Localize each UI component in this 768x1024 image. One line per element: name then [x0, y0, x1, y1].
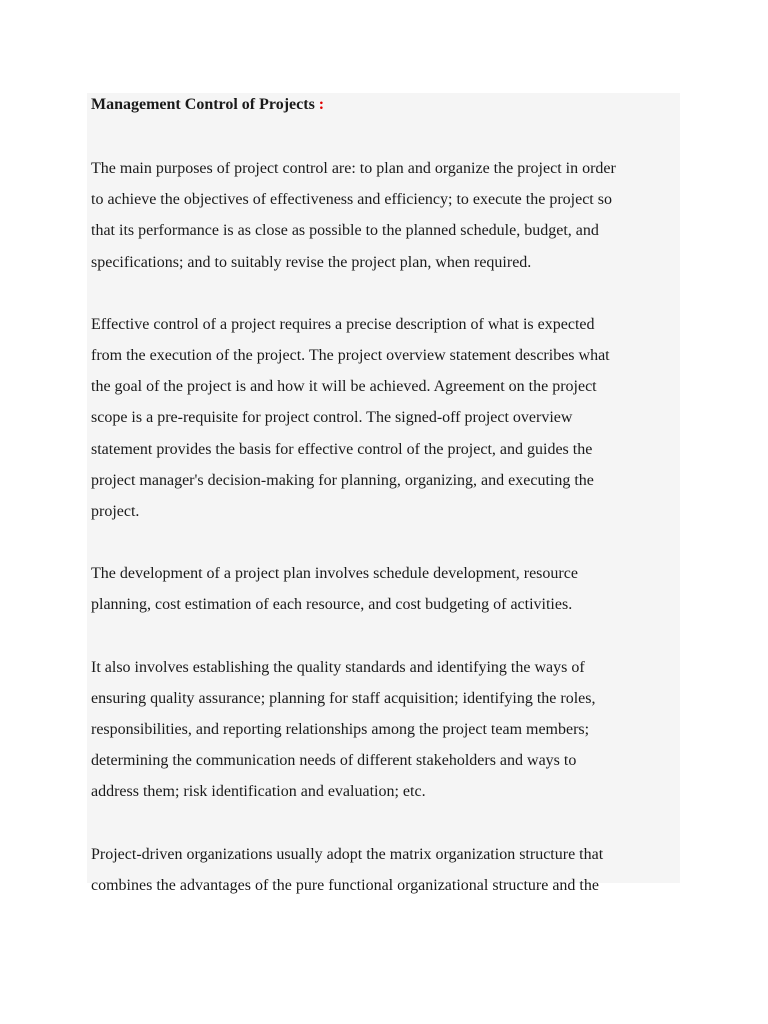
text-line: scope is a pre-requisite for project control. The signed-off project overview [91, 409, 573, 427]
paragraph-effective-control [91, 309, 680, 527]
paragraph-project-plan-development [91, 558, 680, 620]
text-line: Project-driven organizations usually adopt the matrix organization structure that [91, 845, 604, 863]
paragraph-quality-standards [91, 652, 680, 808]
document-content [87, 93, 680, 894]
text-line: determining the communication needs of different stakeholders and ways to [91, 752, 577, 770]
text-line: the goal of the project is and how it will be achieved. Agreement on the project [91, 378, 597, 396]
text-line: project manager's decision-making for planning, organizing, and executing the [91, 471, 594, 489]
text-line: Effective control of a project requires a precise description of what is expected [91, 315, 595, 333]
text-line: responsibilities, and reporting relationships among the project team members; [91, 721, 590, 739]
text-line: specifications; and to suitably revise the project plan, when required. [91, 253, 532, 271]
text-line: to achieve the objectives of effectiveness and efficiency; to execute the project so [91, 191, 612, 209]
text-line: ensuring quality assurance; planning for staff acquisition; identifying the roles, [91, 689, 596, 707]
text-line: project. [91, 503, 140, 521]
text-line: that its performance is as close as possible to the planned schedule, budget, and [91, 222, 599, 240]
text-line: The main purposes of project control are: to plan and organize the project in order [91, 160, 616, 177]
document-title [91, 93, 680, 116]
text-line: combines the advantages of the pure functional organizational structure and the [91, 876, 599, 894]
text-line: planning, cost estimation of each resource, and cost budgeting of activities. [91, 596, 573, 614]
text-line: The development of a project plan involves schedule development, resource [91, 565, 578, 583]
document-title-colon: : [314, 96, 325, 113]
text-line: statement provides the basis for effective control of the project, and guides the [91, 440, 593, 458]
paragraph-matrix-organization [91, 839, 680, 901]
paragraph-project-control-purposes [91, 153, 680, 278]
text-line: It also involves establishing the quality standards and identifying the ways of [91, 658, 585, 676]
text-line: from the execution of the project. The project overview statement describes what [91, 347, 610, 365]
document-title-text: Management Control of Projects [91, 96, 315, 113]
text-line: address them; risk identification and evaluation; etc. [91, 783, 426, 801]
